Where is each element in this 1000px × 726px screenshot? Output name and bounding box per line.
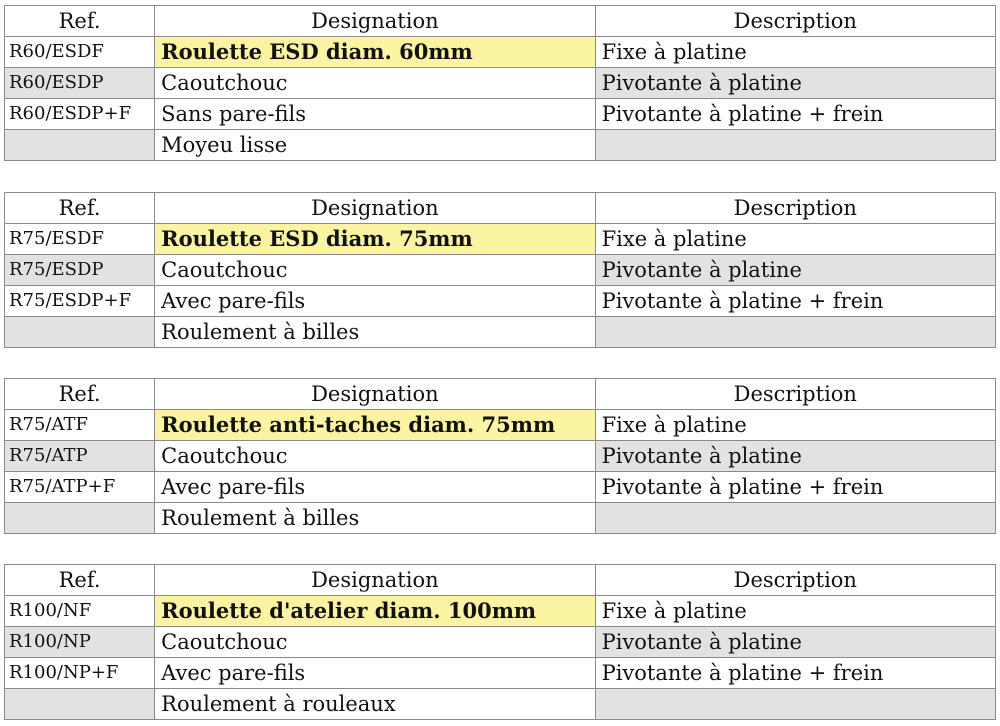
designation-cell: Avec pare-fils: [155, 472, 595, 503]
ref-cell: [5, 503, 155, 534]
description-cell: [595, 317, 995, 348]
ref-cell: R100/NP+F: [5, 658, 155, 689]
header-description: Description: [595, 193, 995, 224]
header-description: Description: [595, 379, 995, 410]
ref-cell: R75/ATF: [5, 410, 155, 441]
description-cell: Pivotante à platine: [595, 441, 995, 472]
ref-cell: R75/ATP: [5, 441, 155, 472]
designation-cell: Moyeu lisse: [155, 130, 595, 161]
ref-cell: R75/ATP+F: [5, 472, 155, 503]
ref-cell: [5, 317, 155, 348]
table-row: [5, 596, 996, 627]
product-title-cell: Roulette ESD diam. 60mm: [155, 37, 595, 68]
table-row: [5, 472, 996, 503]
designation-cell: Roulement à rouleaux: [155, 689, 595, 720]
product-title-cell: Roulette anti-taches diam. 75mm: [155, 410, 595, 441]
header-designation: Designation: [155, 6, 595, 37]
description-cell: Pivotante à platine + frein: [595, 658, 995, 689]
table-row: [5, 224, 996, 255]
ref-cell: R75/ESDP: [5, 255, 155, 286]
ref-cell: [5, 130, 155, 161]
table-row: [5, 255, 996, 286]
table-row: [5, 503, 996, 534]
table-row: [5, 441, 996, 472]
header-ref: Ref.: [5, 565, 155, 596]
designation-cell: Avec pare-fils: [155, 658, 595, 689]
table-row: [5, 410, 996, 441]
table-row: [5, 99, 996, 130]
designation-cell: Caoutchouc: [155, 68, 595, 99]
ref-cell: R100/NP: [5, 627, 155, 658]
table-row: [5, 68, 996, 99]
description-cell: Pivotante à platine: [595, 627, 995, 658]
header-row: [5, 6, 996, 37]
designation-cell: Avec pare-fils: [155, 286, 595, 317]
table-row: [5, 689, 996, 720]
ref-cell: R75/ESDP+F: [5, 286, 155, 317]
header-ref: Ref.: [5, 379, 155, 410]
ref-cell: R100/NF: [5, 596, 155, 627]
description-cell: [595, 503, 995, 534]
ref-cell: R60/ESDP+F: [5, 99, 155, 130]
header-row: [5, 565, 996, 596]
designation-cell: Caoutchouc: [155, 255, 595, 286]
description-cell: Pivotante à platine + frein: [595, 472, 995, 503]
description-cell: Pivotante à platine + frein: [595, 99, 995, 130]
table-row: [5, 658, 996, 689]
header-designation: Designation: [155, 379, 595, 410]
description-cell: Fixe à platine: [595, 37, 995, 68]
header-description: Description: [595, 6, 995, 37]
description-cell: [595, 689, 995, 720]
table-row: [5, 37, 996, 68]
table-row: [5, 130, 996, 161]
header-description: Description: [595, 565, 995, 596]
designation-cell: Caoutchouc: [155, 441, 595, 472]
product-table-1: [4, 5, 996, 161]
description-cell: Fixe à platine: [595, 410, 995, 441]
header-ref: Ref.: [5, 193, 155, 224]
description-cell: [595, 130, 995, 161]
ref-cell: R60/ESDP: [5, 68, 155, 99]
product-title-cell: Roulette ESD diam. 75mm: [155, 224, 595, 255]
ref-cell: R75/ESDF: [5, 224, 155, 255]
description-cell: Fixe à platine: [595, 224, 995, 255]
table-row: [5, 286, 996, 317]
header-designation: Designation: [155, 565, 595, 596]
description-cell: Fixe à platine: [595, 596, 995, 627]
ref-cell: [5, 689, 155, 720]
table-row: [5, 317, 996, 348]
designation-cell: Roulement à billes: [155, 317, 595, 348]
header-designation: Designation: [155, 193, 595, 224]
description-cell: Pivotante à platine: [595, 68, 995, 99]
description-cell: Pivotante à platine + frein: [595, 286, 995, 317]
header-ref: Ref.: [5, 6, 155, 37]
product-table-2: [4, 192, 996, 348]
designation-cell: Roulement à billes: [155, 503, 595, 534]
product-title-cell: Roulette d'atelier diam. 100mm: [155, 596, 595, 627]
description-cell: Pivotante à platine: [595, 255, 995, 286]
header-row: [5, 193, 996, 224]
table-row: [5, 627, 996, 658]
product-table-3: [4, 378, 996, 534]
designation-cell: Caoutchouc: [155, 627, 595, 658]
designation-cell: Sans pare-fils: [155, 99, 595, 130]
product-table-4: [4, 564, 996, 720]
header-row: [5, 379, 996, 410]
ref-cell: R60/ESDF: [5, 37, 155, 68]
